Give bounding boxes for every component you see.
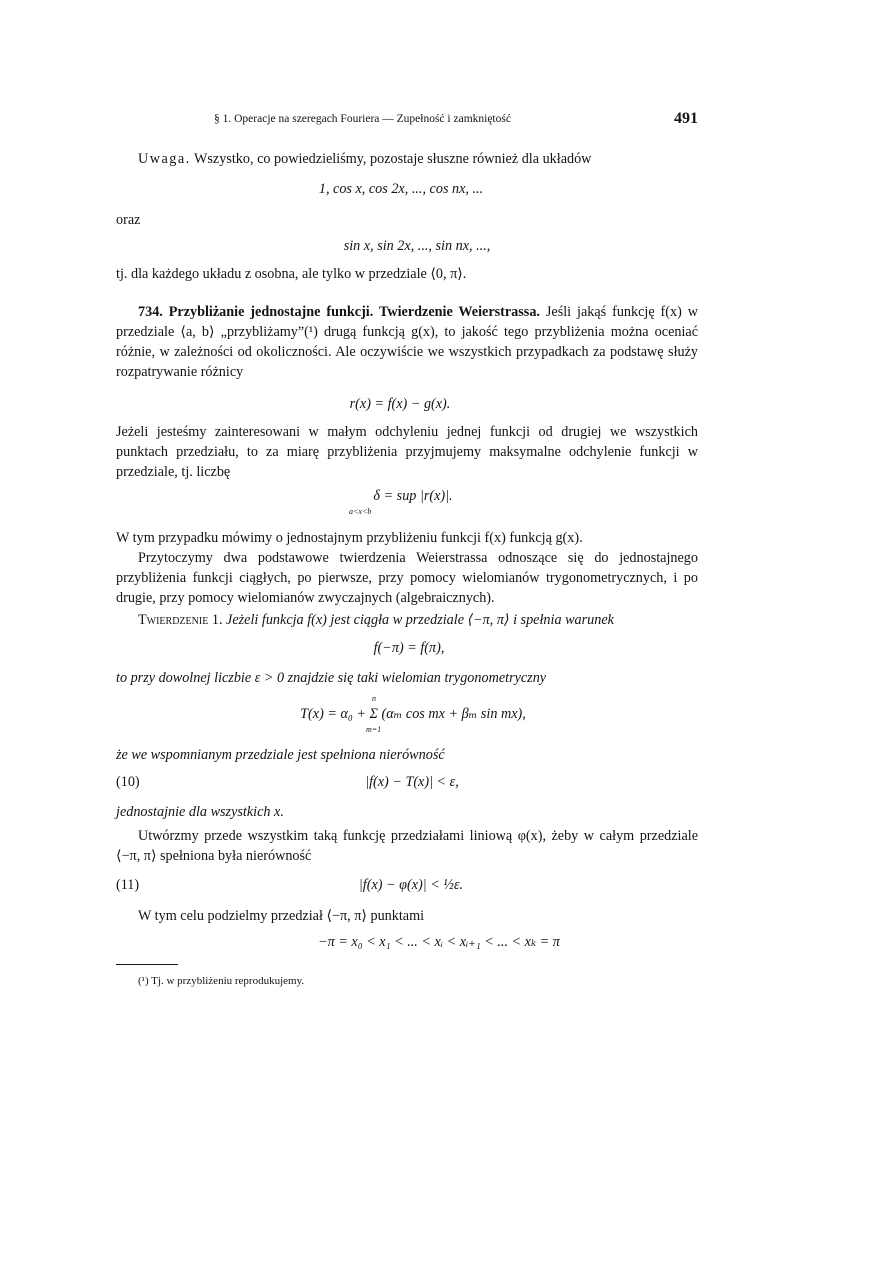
page-number: 491 — [674, 110, 698, 127]
remark-paragraph — [116, 149, 698, 169]
theorem-inequality-intro: że we wspomnianym przedziale jest spełniona nierówność — [116, 747, 445, 763]
section-734-paragraph — [116, 302, 698, 382]
theorem-text: Jeżeli funkcja f(x) jest ciągła w przedziale ⟨−π, π⟩ i spełnia warunek — [222, 612, 614, 628]
interval-note: tj. dla każdego układu z osobna, ale tylko w przedziale ⟨0, π⟩. — [116, 266, 467, 282]
theorem-end: jednostajnie dla wszystkich x. — [116, 804, 284, 820]
section-intro-text: Jeśli jakąś funkcję f(x) w przedziale ⟨a, b⟩ „przybliżamy”(¹) drugą funkcją g(x), to jakość tego przybliżenia można oceniać różnie, w zależności od okoliczności. Ale oczywiście we wszystkich przypadkach za podstawę służy rozpatrywanie różnicy — [116, 304, 698, 380]
footnote: (¹) Tj. w przybliżeniu reprodukujemy. — [138, 975, 305, 987]
running-header: § 1. Operacje na szeregach Fouriera — Zupełność i zamkniętość — [214, 113, 511, 125]
equation-11-number: (11) — [116, 877, 140, 893]
weierstrass-intro-paragraph: Przytoczymy dwa podstawowe twierdzenia Weierstrassa odnoszące się do jednostajnego przybliżenia funkcji ciągłych, po pierwsze, przy pomocy wielomianów trygonometrycznych, i po drugie, przy pomocy wielomianów zwyczajnych (algebraicznych). — [116, 550, 698, 606]
equation-10: |f(x) − T(x)| < ε, — [365, 774, 459, 790]
theorem-continuation: to przy dowolnej liczbie ε > 0 znajdzie się taki wielomian trygonometryczny — [116, 670, 547, 686]
footnote-rule — [116, 964, 178, 965]
uniform-deviation-paragraph: Jeżeli jesteśmy zainteresowani w małym odchyleniu jednej funkcji od drugiej we wszystkich punktach przedziału, to za miarę przybliżenia przyjmujemy maksymalne odchylenie funkcji w przedziale, tj. liczbę — [116, 424, 698, 480]
sum-lower-limit: m=1 — [366, 725, 382, 734]
partition-intro: W tym celu podzielmy przedział ⟨−π, π⟩ punktami — [138, 908, 425, 924]
trig-polynomial-formula: T(x) = α₀ + Σ (αₘ cos mx + βₘ sin mx), — [300, 706, 526, 722]
sine-system-formula: sin x, sin 2x, ..., sin nx, ..., — [343, 238, 491, 254]
periodicity-condition-formula: f(−π) = f(π), — [373, 640, 445, 656]
theorem-1-statement — [116, 610, 698, 630]
theorem-label: Twierdzenie 1. — [138, 612, 223, 628]
difference-formula: r(x) = f(x) − g(x). — [349, 396, 451, 412]
uniform-approximation-sentence: W tym przypadku mówimy o jednostajnym przybliżeniu funkcji f(x) funkcją g(x). — [116, 530, 583, 546]
piecewise-linear-paragraph: Utwórzmy przede wszystkim taką funkcję przedziałami liniową φ(x), żeby w całym przedziale ⟨−π, π⟩ spełniona była nierówność — [116, 828, 698, 864]
sum-upper-limit: n — [372, 694, 376, 703]
document-page — [116, 0, 698, 1263]
delta-formula-subscript: a<x<b — [349, 507, 372, 516]
equation-11: |f(x) − φ(x)| < ½ε. — [358, 877, 464, 893]
remark-label: Uwaga. — [138, 151, 191, 167]
equation-10-number: (10) — [116, 774, 140, 790]
remark-text: Wszystko, co powiedzieliśmy, pozostaje słuszne również dla układów — [190, 151, 592, 167]
section-title: 734. Przybliżanie jednostajne funkcji. Twierdzenie Weierstrassa. — [138, 304, 540, 320]
delta-formula: δ = sup |r(x)|. — [373, 488, 453, 504]
partition-formula: −π = x₀ < x₁ < ... < xᵢ < xᵢ₊₁ < ... < xₖ = π — [318, 934, 560, 950]
oraz-word: oraz — [116, 212, 141, 228]
cosine-system-formula: 1, cos x, cos 2x, ..., cos nx, ... — [318, 181, 484, 197]
